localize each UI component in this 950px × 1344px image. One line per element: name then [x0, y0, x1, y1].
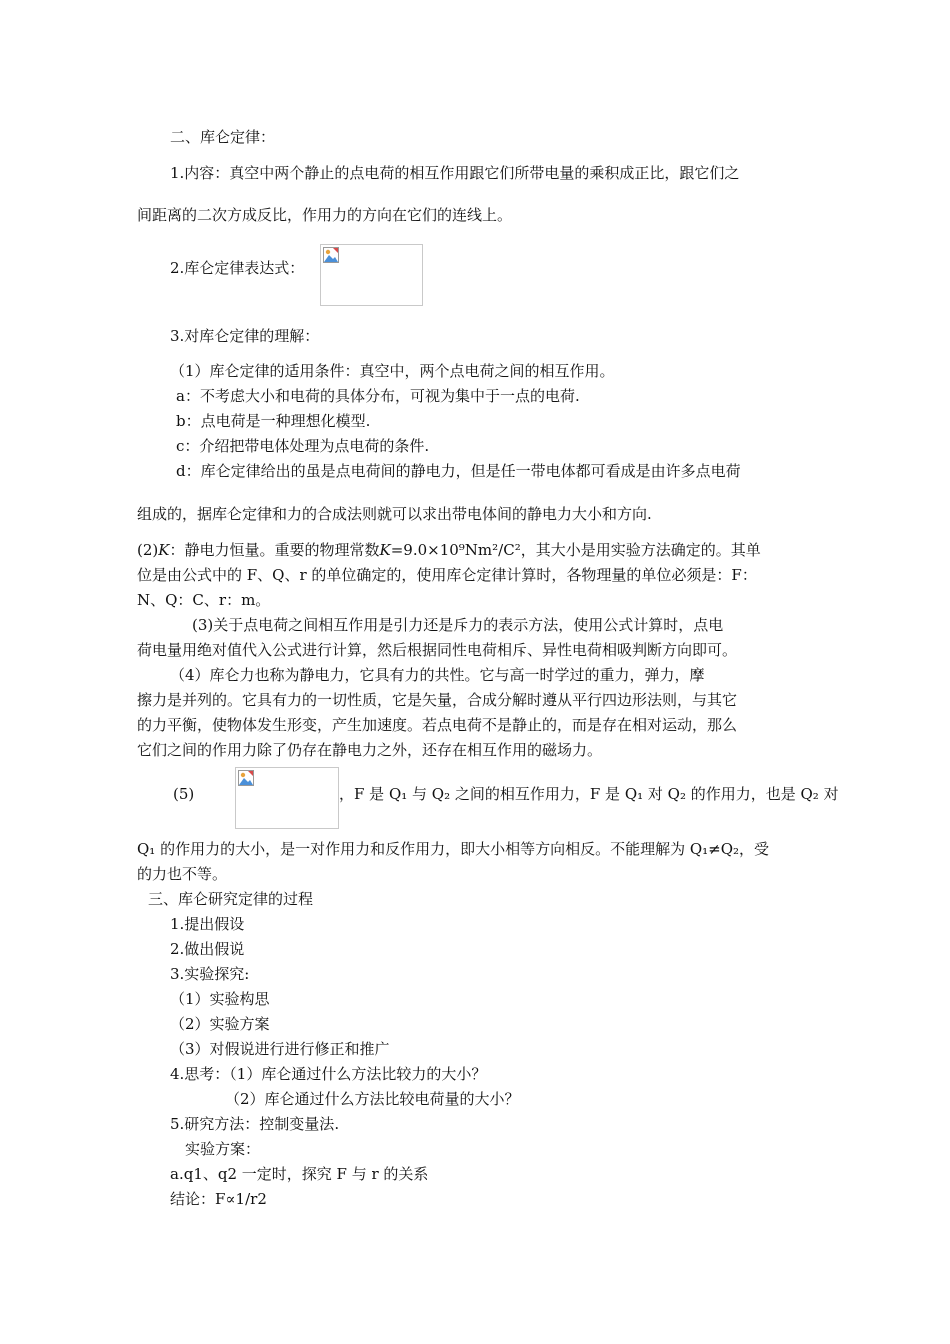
note-c: c：介绍把带电体处理为点电荷的条件.	[176, 437, 430, 455]
step2: 2.做出假说	[170, 940, 245, 958]
constant-symbol-2: K	[379, 541, 391, 559]
section2-heading: 二、库仑定律：	[170, 128, 276, 146]
sign-line2: 荷电量用绝对值代入公式进行计算，然后根据同性电荷相斥、异性电荷相吸判断方向即可。	[137, 641, 738, 659]
coulomb-formula-image	[320, 244, 423, 306]
sign-line1: (3)关于点电荷之间相互作用是引力还是斥力的表示方法，使用公式计算时，点电	[192, 616, 724, 634]
force-line3: 的力平衡，使物体发生形变，产生加速度。若点电荷不是静止的，而是存在相对运动，那么	[137, 716, 738, 734]
step3-2: （2）实验方案	[170, 1015, 270, 1033]
force-line1: （4）库仑力也称为静电力，它具有力的共性。它与高一时学过的重力，弹力，摩	[170, 666, 705, 684]
action-reaction-image	[235, 767, 339, 829]
item5-line1: ，F 是 Q₁ 与 Q₂ 之间的相互作用力，F 是 Q₁ 对 Q₂ 的作用力，也是 Q₂ 对	[339, 785, 839, 803]
step4: 4.思考：（1）库仑通过什么方法比较力的大小？	[170, 1065, 487, 1083]
constant-prefix: (2)	[137, 541, 159, 559]
note-d-line2: 组成的，据库仑定律和力的合成法则就可以求出带电体间的静电力大小和方向.	[137, 505, 652, 523]
step3-3: （3）对假说进行进行修正和推广	[170, 1040, 390, 1058]
item3-label: 3.对库仑定律的理解：	[170, 327, 320, 345]
broken-image-icon	[238, 770, 254, 786]
step3-1: （1）实验构思	[170, 990, 270, 1008]
item5-label: (5)	[173, 785, 195, 803]
section3-heading: 三、库仑研究定律的过程	[148, 890, 314, 908]
item5-line2: Q₁ 的作用力的大小，是一对作用力和反作用力，即大小相等方向相反。不能理解为 Q₁≠Q₂，受	[137, 840, 770, 858]
note-a: a：不考虑大小和电荷的具体分布，可视为集中于一点的电荷.	[176, 387, 580, 405]
item1-line2: 间距离的二次方成反比，作用力的方向在它们的连线上。	[137, 206, 513, 224]
step1: 1.提出假设	[170, 915, 245, 933]
note-d-line1: d：库仑定律给出的虽是点电荷间的静电力，但是任一带电体都可看成是由许多点电荷	[176, 462, 741, 480]
step4-2: （2）库仑通过什么方法比较电荷量的大小？	[225, 1090, 520, 1108]
force-line2: 擦力是并列的。它具有力的一切性质，它是矢量，合成分解时遵从平行四边形法则，与其它	[137, 691, 738, 709]
item5-line3: 的力也不等。	[137, 865, 228, 883]
conclusion: 结论：F∝1/r2	[170, 1190, 267, 1208]
item2-label: 2.库仑定律表达式：	[170, 259, 305, 277]
item1-line1: 1.内容：真空中两个静止的点电荷的相互作用跟它们所带电量的乘积成正比，跟它们之	[170, 164, 740, 182]
note-b: b：点电荷是一种理想化模型.	[176, 412, 371, 430]
constant-value: =9.0×10⁹Nm²/C²，其大小是用实验方法确定的。其单	[390, 541, 761, 559]
constant-line1	[137, 540, 761, 560]
constant-line3: N、Q：C、r：m。	[137, 591, 271, 609]
plan-a: a.q1、q2 一定时，探究 F 与 r 的关系	[170, 1165, 429, 1183]
constant-line2: 位是由公式中的 F、Q、r 的单位确定的，使用库仑定律计算时，各物理量的单位必须是：F：	[137, 566, 757, 584]
plan-label: 实验方案：	[185, 1140, 261, 1158]
step5: 5.研究方法：控制变量法.	[170, 1115, 340, 1133]
constant-symbol: K	[158, 541, 170, 559]
force-line4: 它们之间的作用力除了仍存在静电力之外，还存在相互作用的磁场力。	[137, 741, 603, 759]
step3: 3.实验探究:	[170, 965, 250, 983]
broken-image-icon	[323, 247, 339, 263]
sub1-conditions: （1）库仑定律的适用条件：真空中，两个点电荷之间的相互作用。	[170, 362, 615, 380]
constant-desc: ：静电力恒量。重要的物理常数	[169, 541, 380, 559]
